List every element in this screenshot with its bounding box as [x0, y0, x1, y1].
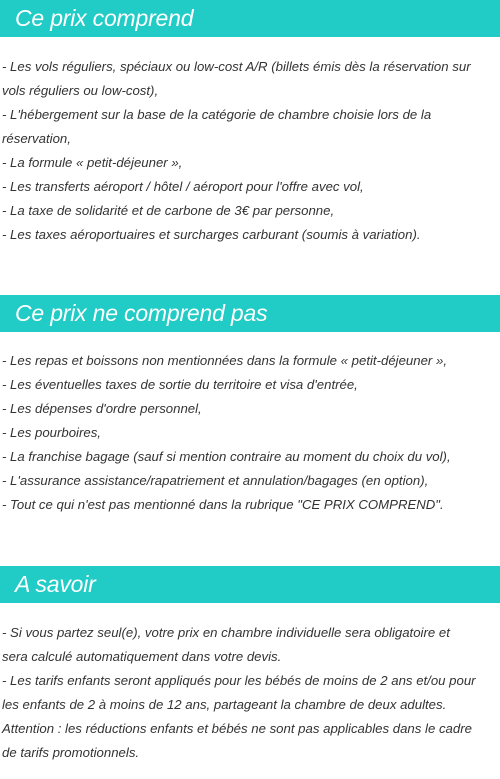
section-title: Ce prix comprend: [15, 5, 194, 31]
section-title: A savoir: [15, 571, 96, 597]
section-body: [0, 37, 500, 247]
section-ce-prix-comprend: [0, 0, 500, 247]
section-a-savoir: [0, 566, 500, 765]
text-line: sera calculé automatiquement dans votre devis.: [2, 649, 282, 664]
text-line: - Les vols réguliers, spéciaux ou low-cost A/R (billets émis dès la réservation sur: [2, 59, 471, 74]
text-line: - La franchise bagage (sauf si mention contraire au moment du choix du vol),: [2, 449, 451, 464]
section-header: [0, 566, 500, 603]
section-header: [0, 0, 500, 37]
text-line: - Tout ce qui n'est pas mentionné dans la rubrique "CE PRIX COMPREND".: [2, 497, 444, 512]
text-line: - Les transferts aéroport / hôtel / aéroport pour l'offre avec vol,: [2, 179, 364, 194]
text-line: vols réguliers ou low-cost),: [2, 83, 159, 98]
text-line: - La formule « petit-déjeuner »,: [2, 155, 183, 170]
section-ce-prix-ne-comprend-pas: [0, 295, 500, 517]
text-line: - Les dépenses d'ordre personnel,: [2, 401, 202, 416]
text-line: - Les repas et boissons non mentionnées dans la formule « petit-déjeuner »,: [2, 353, 447, 368]
text-line: de tarifs promotionnels.: [2, 745, 140, 760]
text-line: - Si vous partez seul(e), votre prix en chambre individuelle sera obligatoire et: [2, 625, 450, 640]
section-body: [0, 332, 500, 517]
section-body: [0, 603, 500, 765]
text-line: - L'hébergement sur la base de la catégorie de chambre choisie lors de la: [2, 107, 432, 122]
text-line: - L'assurance assistance/rapatriement et annulation/bagages (en option),: [2, 473, 429, 488]
text-line: - Les pourboires,: [2, 425, 101, 440]
text-line: - Les tarifs enfants seront appliqués pour les bébés de moins de 2 ans et/ou pour: [2, 673, 476, 688]
text-line: - Les éventuelles taxes de sortie du territoire et visa d'entrée,: [2, 377, 358, 392]
text-line: réservation,: [2, 131, 71, 146]
text-line: - Les taxes aéroportuaires et surcharges carburant (soumis à variation).: [2, 227, 421, 242]
section-header: [0, 295, 500, 332]
text-line: - La taxe de solidarité et de carbone de 3€ par personne,: [2, 203, 335, 218]
text-line: les enfants de 2 à moins de 12 ans, partageant la chambre de deux adultes.: [2, 697, 447, 712]
section-title: Ce prix ne comprend pas: [15, 300, 268, 326]
text-line: Attention : les réductions enfants et bébés ne sont pas applicables dans le cadre: [2, 721, 472, 736]
